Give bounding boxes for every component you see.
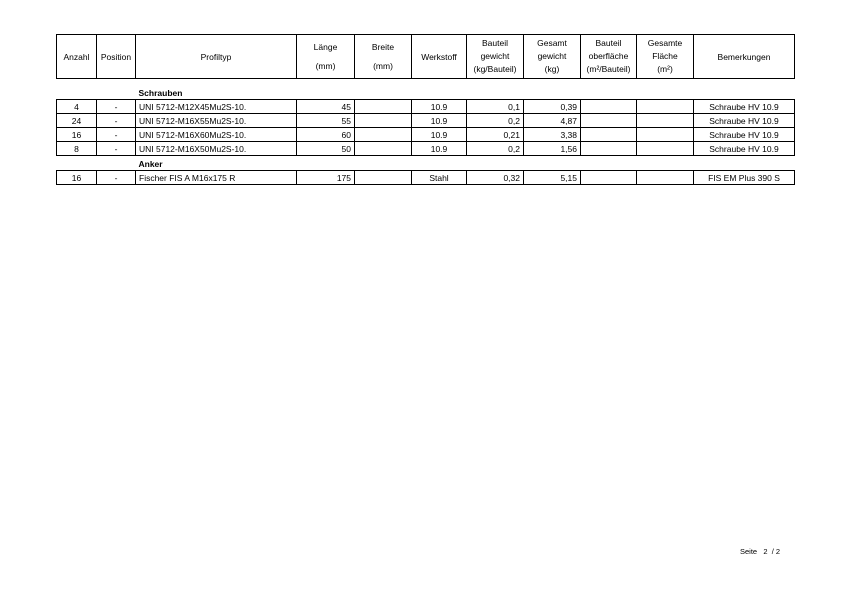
cell-profiltyp: UNI 5712-M16X55Mu2S-10. [136, 114, 297, 128]
page-footer [740, 547, 780, 556]
header-bauteil-oberflaeche [581, 35, 637, 79]
cell-anzahl: 16 [57, 128, 97, 142]
cell-gesamt-gewicht: 3,38 [524, 128, 581, 142]
cell-position: - [97, 114, 136, 128]
cell-werkstoff: Stahl [412, 171, 467, 185]
table-row [57, 142, 795, 156]
header-breite-unit: (mm) [373, 61, 393, 71]
cell-bauteil-gewicht: 0,32 [467, 171, 524, 185]
cell-laenge: 60 [297, 128, 355, 142]
cell-anzahl: 8 [57, 142, 97, 156]
cell-laenge: 50 [297, 142, 355, 156]
cell-profiltyp: UNI 5712-M12X45Mu2S-10. [136, 100, 297, 114]
header-bauteil-oberflaeche-line1: Bauteil [595, 38, 622, 48]
cell-breite [355, 142, 412, 156]
cell-anzahl: 4 [57, 100, 97, 114]
header-bauteil-gewicht-unit: (kg/Bauteil) [473, 64, 517, 74]
cell-gesamt-gewicht: 4,87 [524, 114, 581, 128]
cell-profiltyp: UNI 5712-M16X50Mu2S-10. [136, 142, 297, 156]
cell-anzahl: 24 [57, 114, 97, 128]
cell-flaeche [637, 142, 694, 156]
header-profiltyp: Profiltyp [136, 35, 297, 79]
cell-position: - [97, 100, 136, 114]
cell-laenge: 45 [297, 100, 355, 114]
cell-profiltyp: UNI 5712-M16X60Mu2S-10. [136, 128, 297, 142]
cell-gesamt-gewicht: 5,15 [524, 171, 581, 185]
cell-laenge: 55 [297, 114, 355, 128]
cell-anzahl: 16 [57, 171, 97, 185]
header-gesamte-flaeche-unit: (m²) [657, 64, 673, 74]
cell-position: - [97, 142, 136, 156]
header-anzahl: Anzahl [57, 35, 97, 79]
cell-flaeche [637, 128, 694, 142]
cell-bauteil-gewicht: 0,2 [467, 142, 524, 156]
cell-gesamt-gewicht: 1,56 [524, 142, 581, 156]
header-werkstoff: Werkstoff [412, 35, 467, 79]
header-gesamt-gewicht-line2: gewicht [537, 51, 567, 61]
cell-oberflaeche [581, 142, 637, 156]
cell-oberflaeche [581, 114, 637, 128]
header-bauteil-gewicht [467, 35, 524, 79]
cell-bauteil-gewicht: 0,21 [467, 128, 524, 142]
cell-breite [355, 128, 412, 142]
cell-bemerkungen: Schraube HV 10.9 [694, 128, 795, 142]
section-title-row [57, 156, 795, 171]
cell-bemerkungen: Schraube HV 10.9 [694, 142, 795, 156]
header-gesamt-gewicht [524, 35, 581, 79]
table-row [57, 100, 795, 114]
cell-werkstoff: 10.9 [412, 142, 467, 156]
cell-breite [355, 171, 412, 185]
header-position: Position [97, 35, 136, 79]
cell-flaeche [637, 114, 694, 128]
footer-page-number: 2 [763, 547, 768, 556]
header-gesamte-flaeche-line2: Fläche [652, 51, 678, 61]
header-breite [355, 35, 412, 79]
table-row [57, 128, 795, 142]
table-row [57, 114, 795, 128]
header-breite-label: Breite [371, 42, 395, 52]
cell-flaeche [637, 171, 694, 185]
header-laenge [297, 35, 355, 79]
cell-bauteil-gewicht: 0,1 [467, 100, 524, 114]
cell-werkstoff: 10.9 [412, 128, 467, 142]
cell-breite [355, 114, 412, 128]
header-bauteil-gewicht-line2: gewicht [480, 51, 510, 61]
table-row [57, 171, 795, 185]
cell-position: - [97, 171, 136, 185]
cell-oberflaeche [581, 100, 637, 114]
cell-profiltyp: Fischer FIS A M16x175 R [136, 171, 297, 185]
header-gesamt-gewicht-unit: (kg) [544, 64, 560, 74]
cell-bemerkungen: Schraube HV 10.9 [694, 100, 795, 114]
cell-bemerkungen: FIS EM Plus 390 S [694, 171, 795, 185]
cell-oberflaeche [581, 171, 637, 185]
cell-flaeche [637, 100, 694, 114]
header-gesamte-flaeche-line1: Gesamte [647, 38, 683, 48]
header-laenge-unit: (mm) [315, 61, 336, 71]
parts-list-table [56, 34, 795, 185]
header-bauteil-oberflaeche-line2: oberfläche [588, 51, 629, 61]
header-bauteil-gewicht-line1: Bauteil [482, 38, 508, 48]
cell-gesamt-gewicht: 0,39 [524, 100, 581, 114]
header-bemerkungen: Bemerkungen [694, 35, 795, 79]
cell-bemerkungen: Schraube HV 10.9 [694, 114, 795, 128]
cell-position: - [97, 128, 136, 142]
section-title: Anker [138, 158, 163, 169]
table-header [57, 35, 795, 79]
cell-werkstoff: 10.9 [412, 114, 467, 128]
header-gesamt-gewicht-line1: Gesamt [537, 38, 567, 48]
cell-breite [355, 100, 412, 114]
cell-bauteil-gewicht: 0,2 [467, 114, 524, 128]
cell-oberflaeche [581, 128, 637, 142]
footer-page-total: / 2 [771, 547, 781, 556]
footer-label: Seite [740, 547, 758, 556]
header-bauteil-oberflaeche-unit: (m²/Bauteil) [586, 64, 631, 74]
cell-werkstoff: 10.9 [412, 100, 467, 114]
section-title: Schrauben [138, 87, 183, 98]
cell-laenge: 175 [297, 171, 355, 185]
header-gesamte-flaeche [637, 35, 694, 79]
section-title-row [57, 85, 795, 100]
header-laenge-label: Länge [313, 42, 338, 52]
